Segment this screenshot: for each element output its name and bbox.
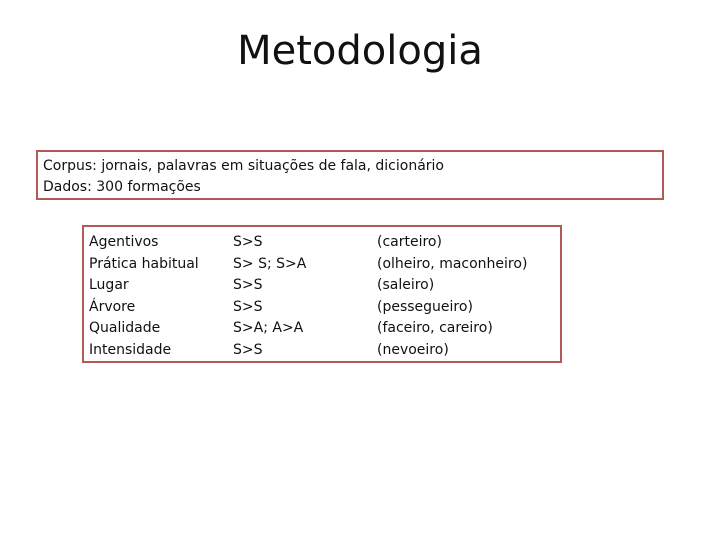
corpus-line: Corpus: jornais, palavras em situações de fala, dicionário — [43, 158, 444, 174]
category-cell: Árvore — [89, 298, 136, 315]
pattern-cell: S>S — [233, 234, 263, 250]
examples-cell: (faceiro, careiro) — [377, 320, 493, 336]
pattern-cell: S>A; A>A — [233, 320, 304, 336]
page-title: Metodologia — [237, 28, 483, 74]
examples-cell: (nevoeiro) — [377, 341, 449, 358]
category-cell: Prática habitual — [89, 255, 199, 272]
pattern-cell: S>S — [233, 277, 263, 293]
pattern-cell: S>S — [233, 298, 263, 315]
examples-cell: (olheiro, maconheiro) — [377, 255, 528, 272]
pattern-column — [233, 232, 306, 361]
category-cell: Intensidade — [89, 341, 172, 358]
formations-table — [82, 225, 562, 363]
examples-cell: (saleiro) — [377, 277, 435, 293]
examples-cell: (carteiro) — [377, 234, 442, 250]
corpus-info-box — [36, 150, 664, 200]
pattern-cell: S> S; S>A — [233, 255, 307, 272]
data-line: Dados: 300 formações — [43, 179, 201, 195]
pattern-cell: S>S — [233, 341, 263, 358]
category-cell: Agentivos — [89, 234, 159, 250]
category-cell: Qualidade — [89, 320, 161, 336]
examples-column — [377, 232, 527, 361]
category-column — [89, 232, 199, 361]
examples-cell: (pessegueiro) — [377, 298, 473, 315]
category-cell: Lugar — [89, 277, 129, 293]
